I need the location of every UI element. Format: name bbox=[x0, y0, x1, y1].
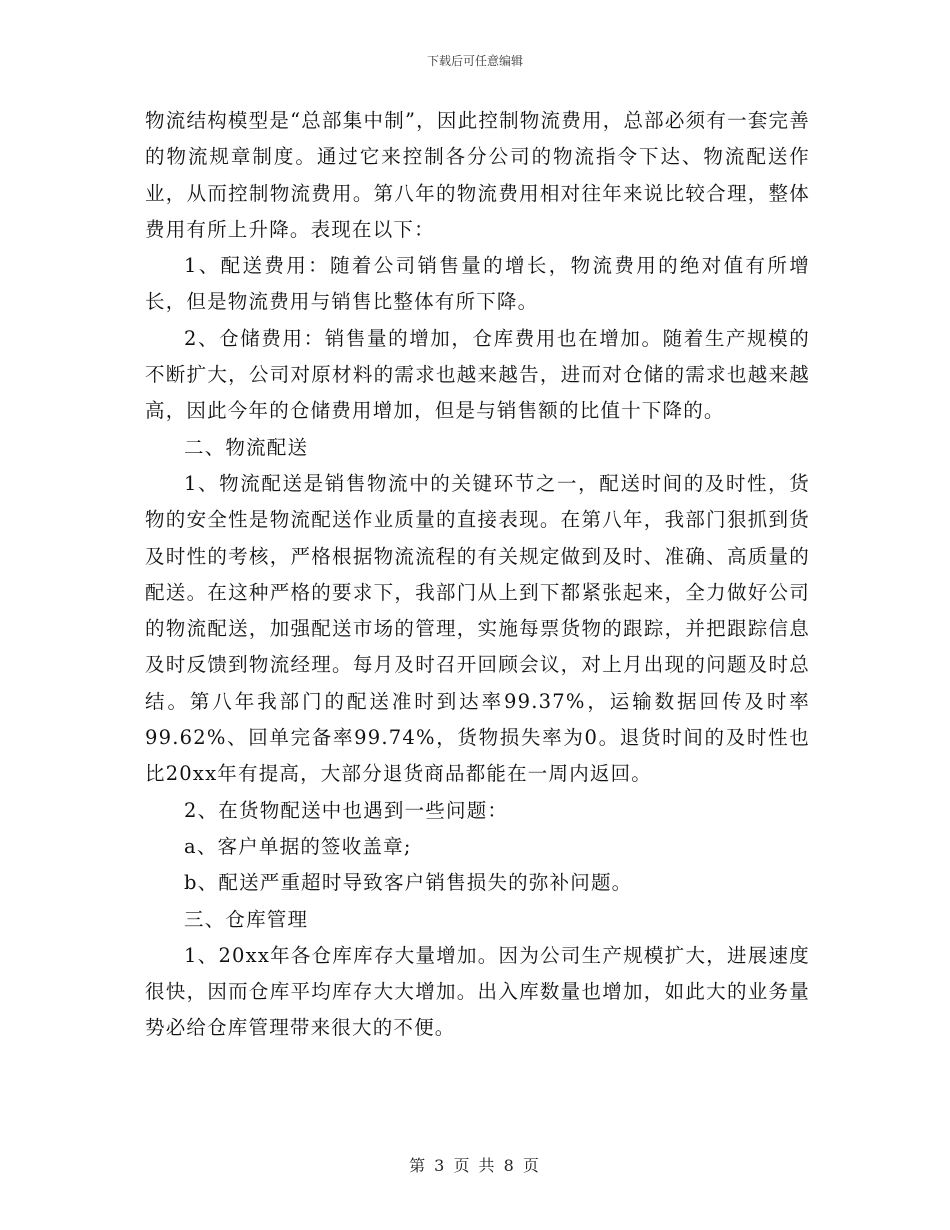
paragraph: 2、在货物配送中也遇到一些问题： bbox=[184, 798, 509, 822]
paragraph: 1、物流配送是销售物流中的关键环节之一，配送时间的及时性，货物的安全性是物流配送作业质量的直接表现。在第八年，我部门狠抓到货及时性的考核，严格根据物流流程的有关规定做到及时、准确、高质量的配送。在这种严格的要求下，我部门从上到下都紧张起来，全力做好公司的物流配送，加强配送市场的管理，实施每票货物的跟踪，并把跟踪信息及时反馈到物流经理。每月及时召开回顾会议，对上月出现的问题及时总结。第八年我部门的配送准时到达率99.37%，运输数据回传及时率99.62%、回单完备率99.74%，货物损失率为0。退货时间的及时性也比20xx年有提高，大部分退货商品都能在一周内返回。 bbox=[145, 471, 810, 786]
page-header: 下载后可任意编辑 bbox=[426, 54, 523, 68]
total-page-count: 8 bbox=[503, 1156, 516, 1175]
paragraph: 2、仓储费用：销售量的增加，仓库费用也在增加。随着生产规模的不断扩大，公司对原材料的需求也越来越告，进而对仓储的需求也越来越高，因此今年的仓储费用增加，但是与销售额的比值十下降的。 bbox=[145, 326, 810, 423]
footer-prefix: 第 bbox=[409, 1156, 428, 1175]
document-body bbox=[145, 103, 810, 1047]
list-item: a、客户单据的签收盖章; bbox=[184, 834, 412, 858]
paragraph: 1、配送费用：随着公司销售量的增长，物流费用的绝对值有所增长，但是物流费用与销售比整体有所下降。 bbox=[145, 254, 810, 314]
section-heading: 三、仓库管理 bbox=[184, 907, 309, 931]
footer-suffix: 页 bbox=[522, 1156, 541, 1175]
paragraph: 物流结构模型是“总部集中制”，因此控制物流费用，总部必须有一套完善的物流规章制度。通过它来控制各分公司的物流指令下达、物流配送作业，从而控制物流费用。第八年的物流费用相对往年来说比较合理，整体费用有所上升降。表现在以下： bbox=[145, 109, 810, 241]
paragraph: 1、20xx年各仓库库存大量增加。因为公司生产规模扩大，进展速度很快，因而仓库平均库存大大增加。出入库数量也增加，如此大的业务量势必给仓库管理带来很大的不便。 bbox=[145, 943, 810, 1040]
current-page-number: 3 bbox=[434, 1156, 447, 1175]
footer-middle: 页 共 bbox=[453, 1156, 497, 1175]
page-footer bbox=[0, 1153, 950, 1176]
list-item: b、配送严重超时导致客户销售损失的弥补问题。 bbox=[184, 871, 633, 895]
section-heading: 二、物流配送 bbox=[184, 435, 309, 459]
